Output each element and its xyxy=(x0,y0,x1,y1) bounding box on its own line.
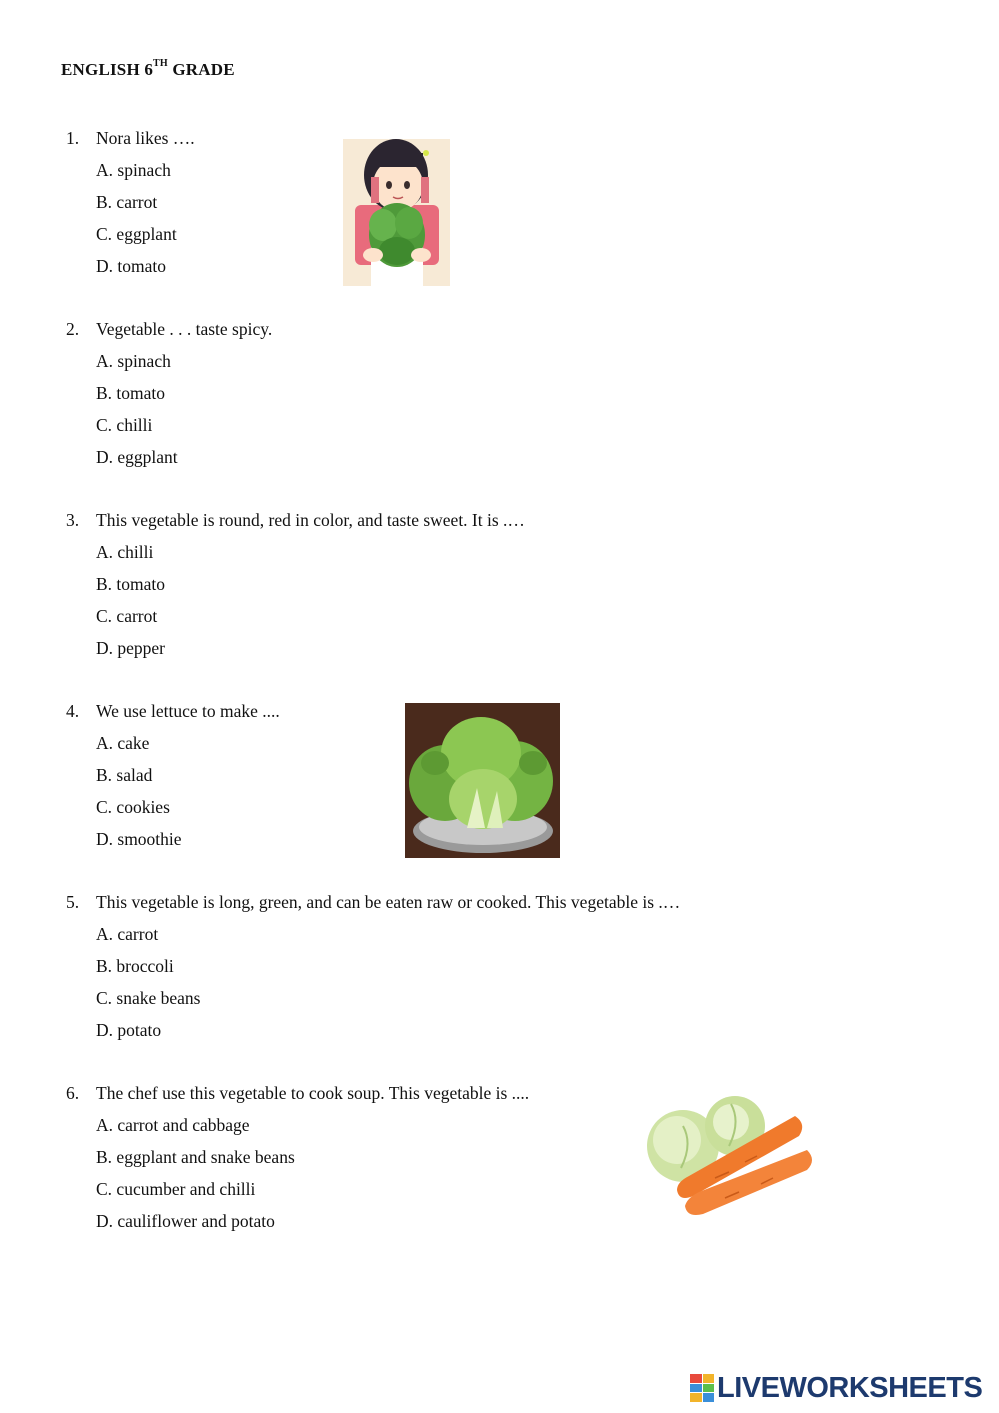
option-3b[interactable]: B. tomato xyxy=(96,574,166,594)
option-3c[interactable]: C. carrot xyxy=(96,606,158,626)
option-6d[interactable]: D. cauliflower and potato xyxy=(96,1211,275,1231)
option-1b[interactable]: B. carrot xyxy=(96,192,158,212)
option-4a[interactable]: A. cake xyxy=(96,733,150,753)
option-6a[interactable]: A. carrot and cabbage xyxy=(96,1115,250,1135)
option-4d[interactable]: D. smoothie xyxy=(96,829,182,849)
option-1a[interactable]: A. spinach xyxy=(96,160,171,180)
question-5: 5. This vegetable is long, green, and can be eaten raw or cooked. This vegetable is .… xyxy=(66,892,681,912)
option-1c[interactable]: C. eggplant xyxy=(96,224,177,244)
option-5d[interactable]: D. potato xyxy=(96,1020,162,1040)
option-2c[interactable]: C. chilli xyxy=(96,415,153,435)
question-4: 4. We use lettuce to make .... xyxy=(66,701,280,721)
option-5c[interactable]: C. snake beans xyxy=(96,988,201,1008)
option-2d[interactable]: D. eggplant xyxy=(96,447,178,467)
option-2b[interactable]: B. tomato xyxy=(96,383,166,403)
question-3: 3. This vegetable is round, red in color, and taste sweet. It is .… xyxy=(66,510,525,530)
girl-holding-spinach-image xyxy=(343,125,450,286)
worksheet-title: ENGLISH 6TH GRADE xyxy=(61,58,235,79)
option-6b[interactable]: B. eggplant and snake beans xyxy=(96,1147,295,1167)
question-2: 2. Vegetable . . . taste spicy. xyxy=(66,319,273,339)
option-6c[interactable]: C. cucumber and chilli xyxy=(96,1179,256,1199)
question-6: 6. The chef use this vegetable to cook soup. This vegetable is .... xyxy=(66,1083,530,1103)
option-1d[interactable]: D. tomato xyxy=(96,256,166,276)
carrot-and-cabbage-image xyxy=(645,1088,817,1218)
option-5a[interactable]: A. carrot xyxy=(96,924,159,944)
logo-blocks-icon xyxy=(690,1374,714,1402)
option-2a[interactable]: A. spinach xyxy=(96,351,171,371)
option-4b[interactable]: B. salad xyxy=(96,765,153,785)
liveworksheets-logo xyxy=(690,1372,982,1404)
logo-text: LIVEWORKSHEETS xyxy=(717,1371,983,1404)
question-1: 1. Nora likes …. xyxy=(66,128,195,148)
option-3d[interactable]: D. pepper xyxy=(96,638,166,658)
option-5b[interactable]: B. broccoli xyxy=(96,956,174,976)
lettuce-bowl-image xyxy=(405,703,560,858)
option-4c[interactable]: C. cookies xyxy=(96,797,170,817)
option-3a[interactable]: A. chilli xyxy=(96,542,154,562)
